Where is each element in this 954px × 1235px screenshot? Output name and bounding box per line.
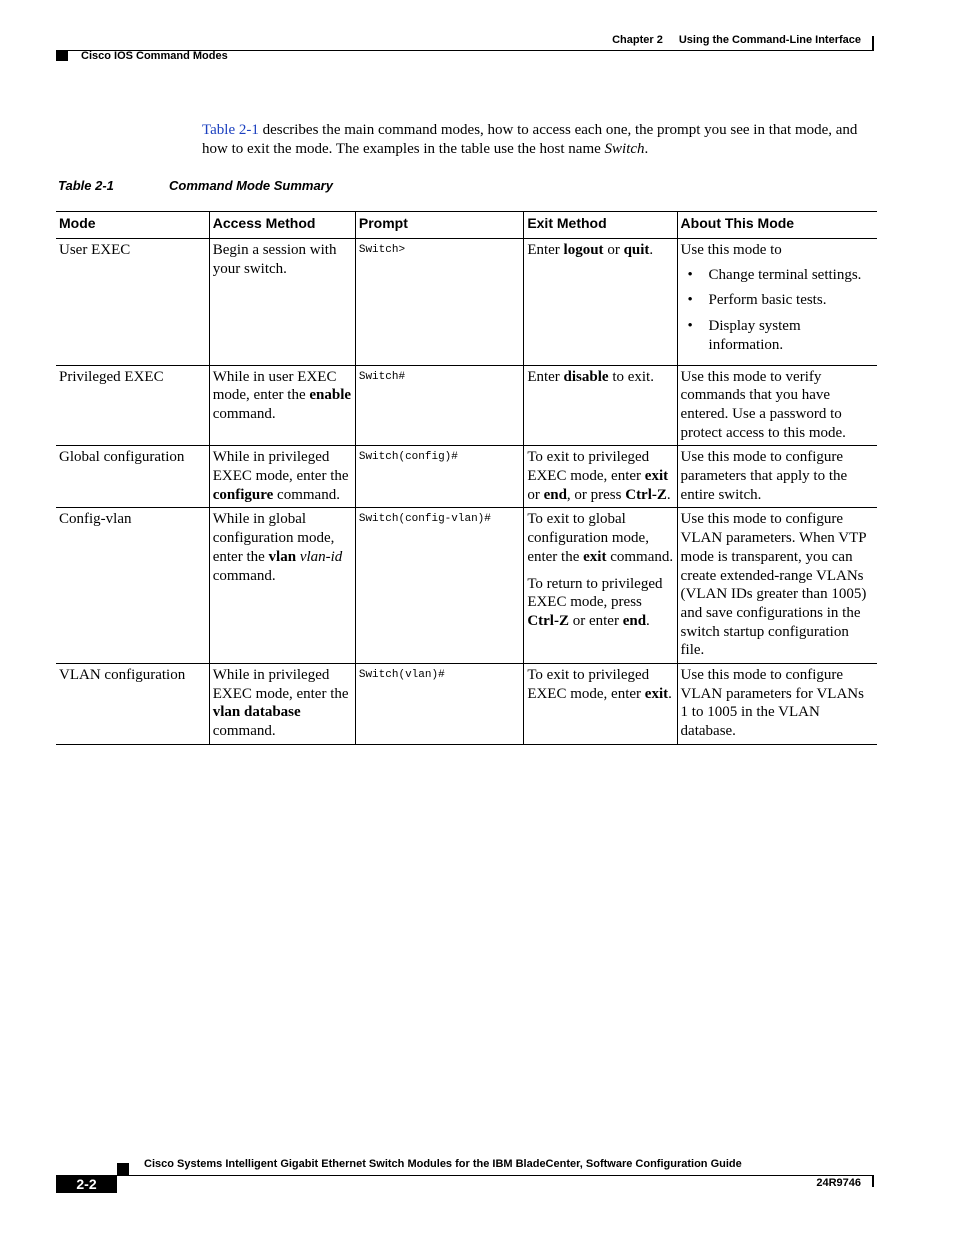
document-number: 24R9746 [816, 1177, 861, 1189]
header-exit-method: Exit Method [524, 212, 677, 239]
table-caption [58, 178, 333, 193]
cell-about-this-mode [677, 508, 877, 664]
list-item: • Display system information. [709, 317, 874, 354]
text-run: exit [583, 548, 607, 565]
chapter-number: Chapter 2 [612, 34, 663, 46]
about-text: Use this mode to configure VLAN parameters for VLANs 1 to 1005 in the VLAN database. [680, 667, 864, 740]
header-prompt: Prompt [355, 212, 523, 239]
table-row [56, 508, 877, 664]
cell-access-method [209, 664, 355, 745]
cell-mode: Config-vlan [56, 508, 209, 664]
text-run: or enter [568, 612, 623, 629]
text-run: Ctrl-Z [625, 486, 667, 503]
footer-rule [56, 1175, 874, 1176]
text-run: To exit to global configuration mode, enter the [527, 511, 649, 565]
cell-mode: User EXEC [56, 239, 209, 366]
text-run: . [668, 685, 672, 702]
exit-paragraph [527, 448, 673, 504]
text-run: While in global configuration mode, enter the [212, 511, 335, 565]
cell-exit-method [524, 365, 677, 446]
text-run: Enter [527, 368, 564, 385]
table-header-row [56, 212, 877, 239]
cell-exit-method [524, 239, 677, 366]
text-run: While in privileged EXEC mode, enter the [212, 667, 349, 702]
table-row [56, 239, 877, 366]
cell-about-this-mode [677, 365, 877, 446]
text-run: enable [309, 387, 352, 404]
text-run: While in privileged EXEC mode, enter the [212, 449, 349, 485]
header-access-method: Access Method [209, 212, 355, 239]
text-run: exit [644, 468, 669, 485]
chapter-title: Using the Command-Line Interface [678, 34, 861, 46]
intro-text-2: . [644, 141, 649, 157]
table-caption-number: Table 2-1 [58, 178, 114, 193]
text-run: . [649, 242, 654, 258]
cell-about-this-mode [677, 446, 877, 508]
list-item: • Perform basic tests. [709, 291, 874, 310]
cell-about-this-mode [677, 664, 877, 745]
exit-paragraph [527, 368, 673, 387]
text-run: logout [563, 242, 604, 258]
cell-prompt: Switch(config-vlan)# [355, 508, 523, 664]
text-run: While in user EXEC mode, enter the [212, 368, 337, 404]
table-row [56, 365, 877, 446]
exit-paragraph [527, 241, 673, 260]
text-run: exit [644, 685, 669, 702]
cell-mode: VLAN configuration [56, 664, 209, 745]
header-block-marker [56, 50, 68, 61]
intro-paragraph [202, 121, 878, 159]
cell-mode: Privileged EXEC [56, 365, 209, 446]
text-run: . [666, 486, 671, 503]
cell-access-method: Begin a session with your switch. [209, 239, 355, 366]
section-title: Cisco IOS Command Modes [81, 50, 228, 62]
text-run: , or press [566, 486, 626, 503]
text-run: configure [212, 486, 274, 503]
page-number: 2-2 [56, 1175, 117, 1193]
table-row [56, 446, 877, 508]
text-run: or [527, 486, 544, 503]
header-mode: Mode [56, 212, 209, 239]
table-row [56, 664, 877, 745]
text-run: end [622, 612, 647, 629]
footer-guide-title: Cisco Systems Intelligent Gigabit Ethernet Switch Modules for the IBM BladeCenter, Software Configuration Guide [144, 1158, 742, 1170]
text-run: vlan [268, 548, 297, 565]
list-item: • Change terminal settings. [709, 266, 874, 285]
text-run: command. [212, 567, 276, 584]
about-bullet-list [681, 266, 874, 355]
cell-prompt: Switch> [355, 239, 523, 366]
text-run: quit [623, 242, 650, 258]
cell-prompt: Switch(vlan)# [355, 664, 523, 745]
cell-access-method [209, 365, 355, 446]
text-run: command. [273, 486, 340, 503]
text-run: To exit to privileged EXEC mode, enter [527, 449, 650, 485]
exit-paragraph [527, 510, 673, 566]
cell-mode: Global configuration [56, 446, 209, 508]
about-text: Use this mode to verify commands that you have entered. Use a password to protect access to this mode. [680, 368, 846, 441]
about-text: Use this mode to [680, 242, 782, 258]
exit-paragraph [527, 575, 673, 631]
intro-host-name: Switch [604, 141, 645, 157]
cell-access-method [209, 446, 355, 508]
text-run: vlan database [212, 704, 301, 721]
cell-about-this-mode [677, 239, 877, 366]
table-cross-reference-link[interactable]: Table 2-1 [202, 122, 259, 138]
text-run: or [603, 242, 624, 258]
cell-exit-method [524, 446, 677, 508]
table-caption-title: Command Mode Summary [169, 178, 333, 193]
text-run: command. [606, 548, 674, 565]
header-right-bar [872, 36, 874, 51]
footer-right-bar [872, 1175, 874, 1187]
text-run: end [543, 486, 567, 503]
intro-text-1: describes the main command modes, how to access each one, the prompt you see in that mode, and how to exit the mode. The examples in the table use the host name [202, 122, 858, 157]
text-run: to exit. [608, 368, 654, 385]
cell-exit-method [524, 664, 677, 745]
text-run: vlan-id [299, 548, 343, 565]
header-about-this-mode: About This Mode [677, 212, 877, 239]
table-body [56, 239, 877, 745]
text-run: command. [212, 723, 276, 740]
footer-block-marker [117, 1163, 129, 1175]
text-run: . [646, 612, 650, 629]
running-header [612, 34, 861, 46]
about-text: Use this mode to configure VLAN parameters. When VTP mode is transparent, you can create extended-range VLANs (VLAN IDs greater than 1005) and save configurations in the switch startup configuration file. [680, 511, 867, 659]
cell-exit-method [524, 508, 677, 664]
exit-paragraph [527, 666, 673, 703]
text-run: command. [212, 405, 276, 422]
text-run: Enter [527, 242, 564, 258]
text-run: disable [563, 368, 609, 385]
cell-prompt: Switch(config)# [355, 446, 523, 508]
cell-access-method [209, 508, 355, 664]
text-run: To return to privileged EXEC mode, press [527, 575, 663, 611]
text-run: To exit to privileged EXEC mode, enter [527, 667, 650, 702]
about-text: Use this mode to configure parameters that apply to the entire switch. [680, 449, 848, 503]
text-run: Ctrl-Z [527, 612, 569, 629]
command-mode-table [56, 211, 877, 745]
cell-prompt: Switch# [355, 365, 523, 446]
